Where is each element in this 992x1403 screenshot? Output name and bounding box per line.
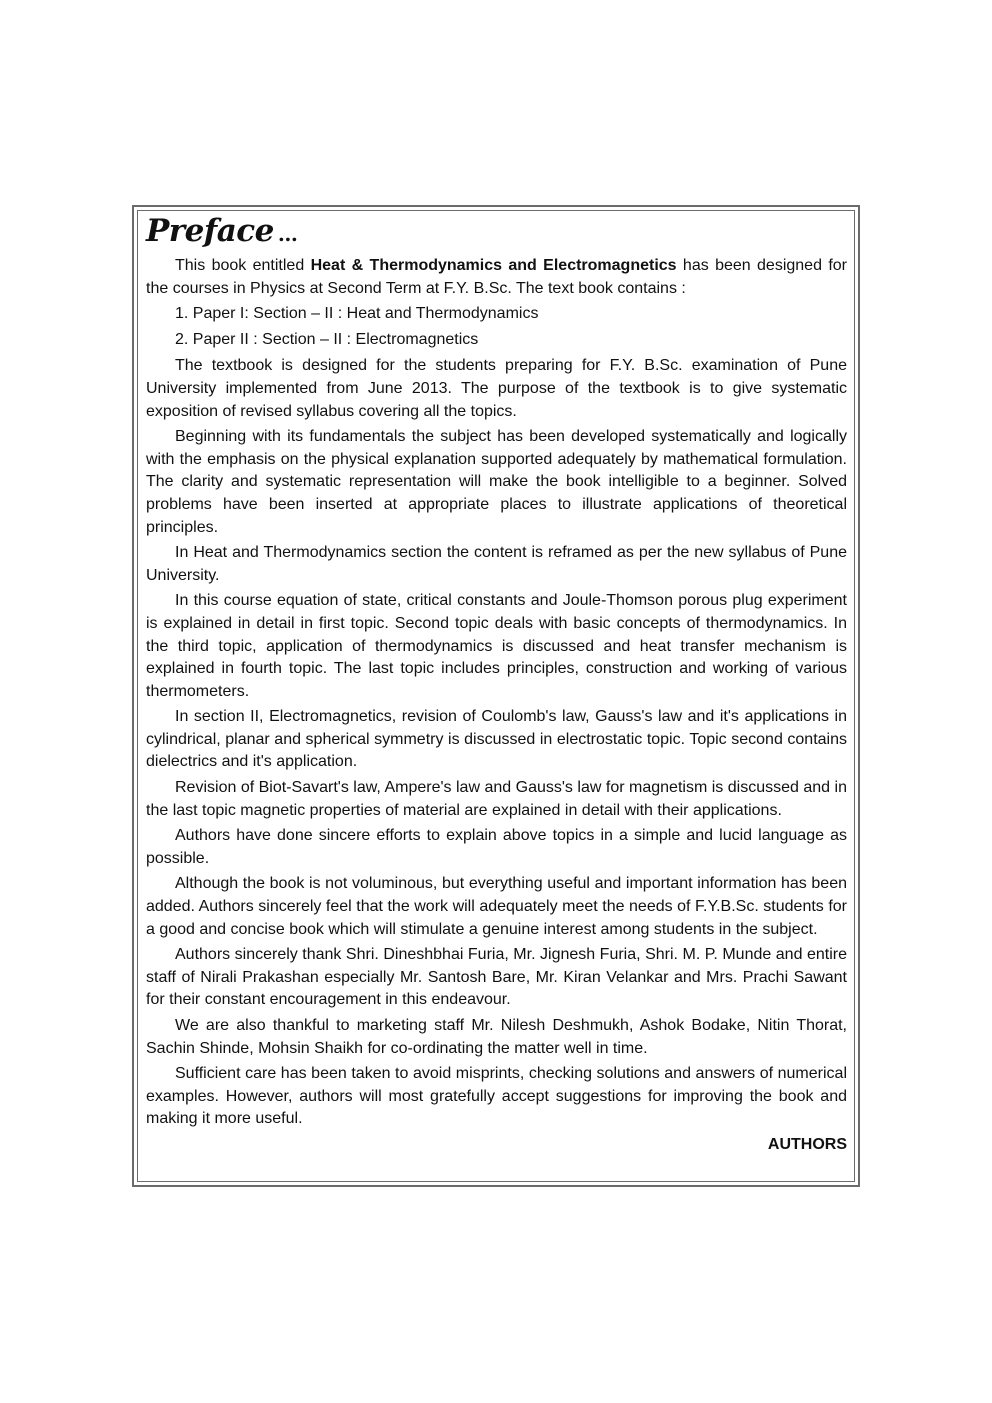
paragraph: Sufficient care has been taken to avoid misprints, checking solutions and answers of numerical examples. However, authors will most gratefully accept suggestions for improving the book and making it more useful. (146, 1065, 847, 1128)
book-title: Heat & Thermodynamics and Electromagnetics (310, 257, 677, 274)
page-title (146, 210, 847, 252)
paragraph: In section II, Electromagnetics, revision of Coulomb's law, Gauss's law and it's applications in cylindrical, planar and spherical symmetry is discussed in electrostatic topic. Topic second contains dielectrics and it's application. (146, 708, 847, 771)
list-item: 2. Paper II : Section – II : Electromagnetics (175, 331, 479, 349)
title-text: Preface (146, 213, 274, 249)
preface-content (146, 210, 847, 1156)
paragraph: Authors have done sincere efforts to explain above topics in a simple and lucid language as possible. (146, 827, 847, 867)
paragraph: Although the book is not voluminous, but everything useful and important information has been added. Authors sincerely feel that the work will adequately meet the needs of F.Y.B.Sc. students for a good and concise book which will stimulate a genuine interest among students in the subject. (146, 875, 847, 938)
paragraph: The textbook is designed for the students preparing for F.Y. B.Sc. examination of Pune University implemented from June 2013. The purpose of the textbook is to give systematic exposition of revised syllabus covering all the topics. (146, 357, 847, 420)
title-dots: ... (277, 222, 298, 246)
paragraph: Authors sincerely thank Shri. Dineshbhai Furia, Mr. Jignesh Furia, Shri. M. P. Munde and entire staff of Nirali Prakashan especially Mr. Santosh Bare, Mr. Kiran Velankar and Mrs. Prachi Sawant for their constant encouragement in this endeavour. (146, 946, 847, 1009)
paragraph: In this course equation of state, critical constants and Joule-Thomson porous plug experiment is explained in detail in first topic. Second topic deals with basic concepts of thermodynamics. In the third topic, application of thermodynamics is discussed and heat transfer mechanism is explained in fourth topic. The last topic includes principles, construction and working of various thermometers. (146, 592, 847, 700)
paragraph: In Heat and Thermodynamics section the content is reframed as per the new syllabus of Pune University. (146, 544, 847, 584)
intro-paragraph (146, 255, 847, 300)
authors-signature: AUTHORS (767, 1135, 847, 1153)
paragraph: Beginning with its fundamentals the subject has been developed systematically and logically with the emphasis on the physical explanation supported adequately by mathematical formulation. The clarity and systematic representation will make the book intelligible to a beginner. Solved problems have been inserted at appropriate places to illustrate applications of theoretical principles. (146, 428, 847, 536)
intro-text-after: has been designed for the courses in Physics at Second Term at F.Y. B.Sc. The text book contains : (146, 257, 848, 297)
list-item: 1. Paper I: Section – II : Heat and Thermodynamics (175, 305, 539, 323)
paragraph: Revision of Biot-Savart's law, Ampere's law and Gauss's law for magnetism is discussed and in the last topic magnetic properties of material are explained in detail with their applications. (146, 779, 847, 819)
paragraph: We are also thankful to marketing staff Mr. Nilesh Deshmukh, Ashok Bodake, Nitin Thorat, Sachin Shinde, Mohsin Shaikh for co-ordinating the matter well in time. (146, 1017, 847, 1057)
intro-text-before: This book entitled (175, 257, 311, 274)
